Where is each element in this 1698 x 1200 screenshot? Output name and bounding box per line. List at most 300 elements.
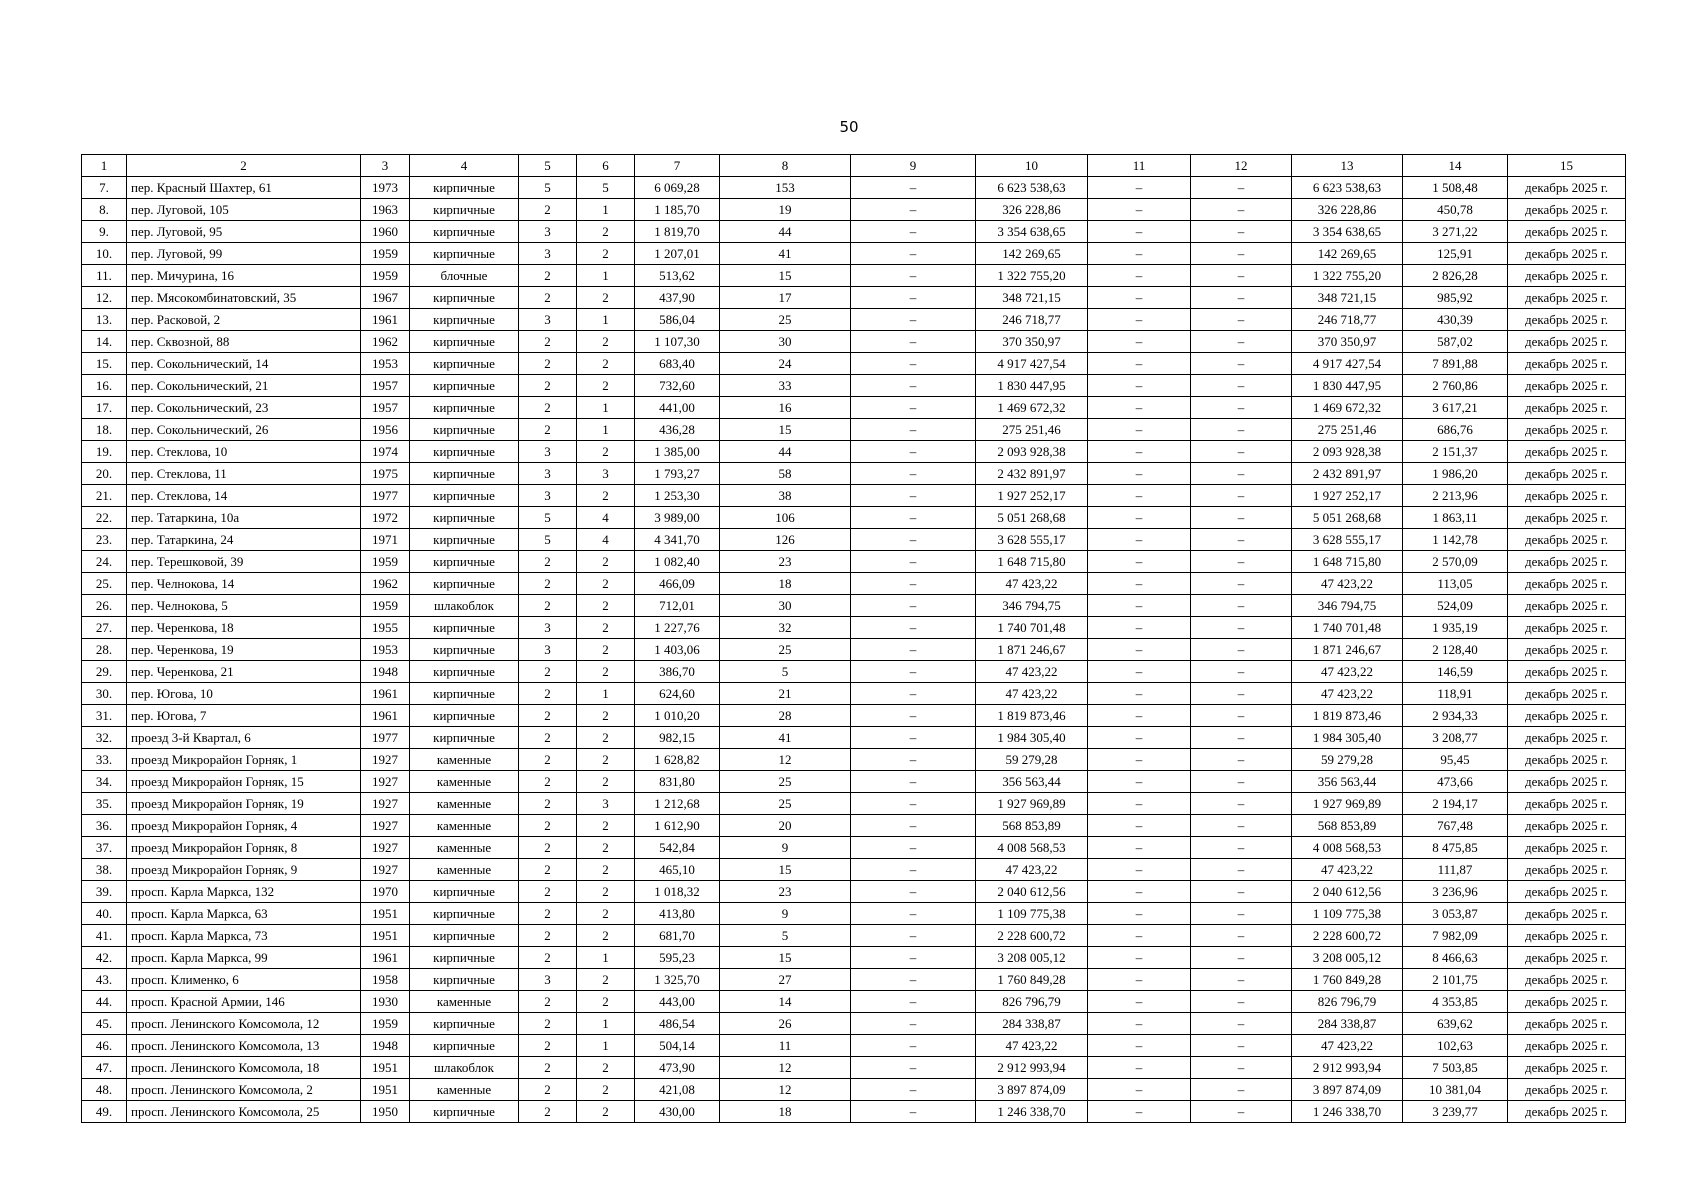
deadline-cell: декабрь 2025 г. xyxy=(1508,441,1626,463)
residents-cell: 12 xyxy=(720,1079,851,1101)
table-row xyxy=(82,441,1626,463)
residents-cell: 20 xyxy=(720,815,851,837)
deadline-cell: декабрь 2025 г. xyxy=(1508,309,1626,331)
col-11-cell: – xyxy=(1088,309,1191,331)
total-area-cell: 437,90 xyxy=(635,287,720,309)
floors-cell: 2 xyxy=(519,1013,577,1035)
deadline-cell: декабрь 2025 г. xyxy=(1508,177,1626,199)
col-12-cell: – xyxy=(1191,815,1292,837)
wall-material-cell: кирпичные xyxy=(410,221,519,243)
year-built-cell: 1957 xyxy=(361,397,410,419)
cost-fund-cell: 284 338,87 xyxy=(1292,1013,1403,1035)
col-12-cell: – xyxy=(1191,837,1292,859)
cost-per-m2-cell: 4 353,85 xyxy=(1403,991,1508,1013)
entrances-cell: 2 xyxy=(577,903,635,925)
floors-cell: 2 xyxy=(519,1101,577,1123)
cost-fund-cell: 826 796,79 xyxy=(1292,991,1403,1013)
total-area-cell: 1 325,70 xyxy=(635,969,720,991)
entrances-cell: 3 xyxy=(577,463,635,485)
floors-cell: 2 xyxy=(519,859,577,881)
cost-per-m2-cell: 3 208,77 xyxy=(1403,727,1508,749)
col-9-cell: – xyxy=(851,507,976,529)
total-area-cell: 465,10 xyxy=(635,859,720,881)
column-header: 4 xyxy=(410,155,519,177)
residents-cell: 17 xyxy=(720,287,851,309)
cost-per-m2-cell: 8 466,63 xyxy=(1403,947,1508,969)
floors-cell: 2 xyxy=(519,1035,577,1057)
col-12-cell: – xyxy=(1191,573,1292,595)
deadline-cell: декабрь 2025 г. xyxy=(1508,397,1626,419)
table-row xyxy=(82,903,1626,925)
address-cell: проезд Микрорайон Горняк, 15 xyxy=(127,771,361,793)
cost-per-m2-cell: 2 826,28 xyxy=(1403,265,1508,287)
table-row xyxy=(82,287,1626,309)
wall-material-cell: каменные xyxy=(410,815,519,837)
cost-total-cell: 1 469 672,32 xyxy=(976,397,1088,419)
wall-material-cell: кирпичные xyxy=(410,573,519,595)
cost-per-m2-cell: 1 508,48 xyxy=(1403,177,1508,199)
col-12-cell: – xyxy=(1191,309,1292,331)
wall-material-cell: кирпичные xyxy=(410,397,519,419)
cost-fund-cell: 1 469 672,32 xyxy=(1292,397,1403,419)
address-cell: пер. Мичурина, 16 xyxy=(127,265,361,287)
floors-cell: 5 xyxy=(519,529,577,551)
col-12-cell: – xyxy=(1191,221,1292,243)
year-built-cell: 1950 xyxy=(361,1101,410,1123)
row-number-cell: 33. xyxy=(82,749,127,771)
residents-cell: 5 xyxy=(720,661,851,683)
col-12-cell: – xyxy=(1191,419,1292,441)
address-cell: проезд Микрорайон Горняк, 1 xyxy=(127,749,361,771)
table-row xyxy=(82,705,1626,727)
col-11-cell: – xyxy=(1088,661,1191,683)
cost-fund-cell: 370 350,97 xyxy=(1292,331,1403,353)
deadline-cell: декабрь 2025 г. xyxy=(1508,969,1626,991)
total-area-cell: 466,09 xyxy=(635,573,720,595)
deadline-cell: декабрь 2025 г. xyxy=(1508,353,1626,375)
wall-material-cell: каменные xyxy=(410,793,519,815)
housing-table xyxy=(81,154,1626,1123)
col-9-cell: – xyxy=(851,881,976,903)
col-12-cell: – xyxy=(1191,265,1292,287)
total-area-cell: 6 069,28 xyxy=(635,177,720,199)
cost-total-cell: 4 008 568,53 xyxy=(976,837,1088,859)
cost-per-m2-cell: 639,62 xyxy=(1403,1013,1508,1035)
cost-per-m2-cell: 113,05 xyxy=(1403,573,1508,595)
col-11-cell: – xyxy=(1088,397,1191,419)
total-area-cell: 430,00 xyxy=(635,1101,720,1123)
year-built-cell: 1975 xyxy=(361,463,410,485)
deadline-cell: декабрь 2025 г. xyxy=(1508,573,1626,595)
row-number-cell: 18. xyxy=(82,419,127,441)
wall-material-cell: кирпичные xyxy=(410,947,519,969)
cost-per-m2-cell: 2 151,37 xyxy=(1403,441,1508,463)
year-built-cell: 1951 xyxy=(361,925,410,947)
deadline-cell: декабрь 2025 г. xyxy=(1508,815,1626,837)
wall-material-cell: кирпичные xyxy=(410,903,519,925)
year-built-cell: 1962 xyxy=(361,573,410,595)
col-11-cell: – xyxy=(1088,441,1191,463)
residents-cell: 28 xyxy=(720,705,851,727)
col-12-cell: – xyxy=(1191,243,1292,265)
col-12-cell: – xyxy=(1191,287,1292,309)
column-header: 3 xyxy=(361,155,410,177)
residents-cell: 14 xyxy=(720,991,851,1013)
address-cell: пер. Черенкова, 19 xyxy=(127,639,361,661)
column-header: 9 xyxy=(851,155,976,177)
year-built-cell: 1948 xyxy=(361,1035,410,1057)
wall-material-cell: каменные xyxy=(410,749,519,771)
cost-total-cell: 59 279,28 xyxy=(976,749,1088,771)
residents-cell: 16 xyxy=(720,397,851,419)
table-row xyxy=(82,749,1626,771)
row-number-cell: 8. xyxy=(82,199,127,221)
residents-cell: 23 xyxy=(720,551,851,573)
cost-total-cell: 47 423,22 xyxy=(976,661,1088,683)
residents-cell: 12 xyxy=(720,749,851,771)
col-11-cell: – xyxy=(1088,287,1191,309)
cost-fund-cell: 1 322 755,20 xyxy=(1292,265,1403,287)
cost-total-cell: 5 051 268,68 xyxy=(976,507,1088,529)
total-area-cell: 982,15 xyxy=(635,727,720,749)
col-11-cell: – xyxy=(1088,837,1191,859)
col-11-cell: – xyxy=(1088,793,1191,815)
wall-material-cell: кирпичные xyxy=(410,925,519,947)
residents-cell: 25 xyxy=(720,771,851,793)
col-11-cell: – xyxy=(1088,221,1191,243)
residents-cell: 9 xyxy=(720,837,851,859)
col-12-cell: – xyxy=(1191,1035,1292,1057)
col-9-cell: – xyxy=(851,991,976,1013)
deadline-cell: декабрь 2025 г. xyxy=(1508,265,1626,287)
table-row xyxy=(82,661,1626,683)
table-row xyxy=(82,353,1626,375)
wall-material-cell: кирпичные xyxy=(410,683,519,705)
residents-cell: 153 xyxy=(720,177,851,199)
col-12-cell: – xyxy=(1191,463,1292,485)
address-cell: проезд Микрорайон Горняк, 9 xyxy=(127,859,361,881)
floors-cell: 2 xyxy=(519,199,577,221)
wall-material-cell: кирпичные xyxy=(410,881,519,903)
cost-total-cell: 2 228 600,72 xyxy=(976,925,1088,947)
wall-material-cell: кирпичные xyxy=(410,617,519,639)
cost-per-m2-cell: 587,02 xyxy=(1403,331,1508,353)
deadline-cell: декабрь 2025 г. xyxy=(1508,793,1626,815)
table-row xyxy=(82,221,1626,243)
table-row xyxy=(82,529,1626,551)
col-9-cell: – xyxy=(851,573,976,595)
cost-total-cell: 1 984 305,40 xyxy=(976,727,1088,749)
year-built-cell: 1957 xyxy=(361,375,410,397)
entrances-cell: 2 xyxy=(577,595,635,617)
column-header: 5 xyxy=(519,155,577,177)
cost-fund-cell: 275 251,46 xyxy=(1292,419,1403,441)
cost-per-m2-cell: 430,39 xyxy=(1403,309,1508,331)
table-row xyxy=(82,243,1626,265)
residents-cell: 24 xyxy=(720,353,851,375)
total-area-cell: 1 612,90 xyxy=(635,815,720,837)
wall-material-cell: кирпичные xyxy=(410,287,519,309)
col-12-cell: – xyxy=(1191,177,1292,199)
entrances-cell: 2 xyxy=(577,969,635,991)
deadline-cell: декабрь 2025 г. xyxy=(1508,837,1626,859)
residents-cell: 41 xyxy=(720,727,851,749)
floors-cell: 2 xyxy=(519,991,577,1013)
row-number-cell: 23. xyxy=(82,529,127,551)
address-cell: пер. Стеклова, 11 xyxy=(127,463,361,485)
col-11-cell: – xyxy=(1088,1079,1191,1101)
entrances-cell: 4 xyxy=(577,507,635,529)
entrances-cell: 1 xyxy=(577,199,635,221)
entrances-cell: 1 xyxy=(577,1013,635,1035)
cost-total-cell: 1 927 969,89 xyxy=(976,793,1088,815)
row-number-cell: 38. xyxy=(82,859,127,881)
entrances-cell: 2 xyxy=(577,639,635,661)
cost-per-m2-cell: 125,91 xyxy=(1403,243,1508,265)
wall-material-cell: кирпичные xyxy=(410,639,519,661)
col-11-cell: – xyxy=(1088,353,1191,375)
residents-cell: 44 xyxy=(720,221,851,243)
floors-cell: 3 xyxy=(519,639,577,661)
entrances-cell: 1 xyxy=(577,419,635,441)
col-12-cell: – xyxy=(1191,1013,1292,1035)
year-built-cell: 1953 xyxy=(361,639,410,661)
col-12-cell: – xyxy=(1191,639,1292,661)
year-built-cell: 1961 xyxy=(361,705,410,727)
row-number-cell: 47. xyxy=(82,1057,127,1079)
cost-fund-cell: 326 228,86 xyxy=(1292,199,1403,221)
row-number-cell: 14. xyxy=(82,331,127,353)
cost-per-m2-cell: 450,78 xyxy=(1403,199,1508,221)
table-row xyxy=(82,859,1626,881)
wall-material-cell: кирпичные xyxy=(410,243,519,265)
address-cell: пер. Челнокова, 14 xyxy=(127,573,361,595)
col-12-cell: – xyxy=(1191,1057,1292,1079)
cost-fund-cell: 3 208 005,12 xyxy=(1292,947,1403,969)
year-built-cell: 1953 xyxy=(361,353,410,375)
wall-material-cell: шлакоблок xyxy=(410,595,519,617)
year-built-cell: 1951 xyxy=(361,1079,410,1101)
cost-total-cell: 1 760 849,28 xyxy=(976,969,1088,991)
total-area-cell: 1 207,01 xyxy=(635,243,720,265)
row-number-cell: 10. xyxy=(82,243,127,265)
year-built-cell: 1956 xyxy=(361,419,410,441)
col-11-cell: – xyxy=(1088,1101,1191,1123)
year-built-cell: 1972 xyxy=(361,507,410,529)
col-11-cell: – xyxy=(1088,1057,1191,1079)
residents-cell: 33 xyxy=(720,375,851,397)
deadline-cell: декабрь 2025 г. xyxy=(1508,903,1626,925)
deadline-cell: декабрь 2025 г. xyxy=(1508,419,1626,441)
cost-per-m2-cell: 102,63 xyxy=(1403,1035,1508,1057)
floors-cell: 2 xyxy=(519,793,577,815)
deadline-cell: декабрь 2025 г. xyxy=(1508,199,1626,221)
floors-cell: 2 xyxy=(519,397,577,419)
row-number-cell: 29. xyxy=(82,661,127,683)
total-area-cell: 831,80 xyxy=(635,771,720,793)
year-built-cell: 1970 xyxy=(361,881,410,903)
entrances-cell: 1 xyxy=(577,683,635,705)
table-row xyxy=(82,309,1626,331)
row-number-cell: 32. xyxy=(82,727,127,749)
cost-total-cell: 568 853,89 xyxy=(976,815,1088,837)
col-12-cell: – xyxy=(1191,529,1292,551)
col-9-cell: – xyxy=(851,837,976,859)
total-area-cell: 443,00 xyxy=(635,991,720,1013)
cost-total-cell: 2 432 891,97 xyxy=(976,463,1088,485)
deadline-cell: декабрь 2025 г. xyxy=(1508,331,1626,353)
address-cell: пер. Сокольнический, 14 xyxy=(127,353,361,375)
total-area-cell: 1 185,70 xyxy=(635,199,720,221)
entrances-cell: 2 xyxy=(577,485,635,507)
col-11-cell: – xyxy=(1088,881,1191,903)
residents-cell: 30 xyxy=(720,595,851,617)
floors-cell: 3 xyxy=(519,463,577,485)
year-built-cell: 1959 xyxy=(361,243,410,265)
floors-cell: 5 xyxy=(519,507,577,529)
residents-cell: 12 xyxy=(720,1057,851,1079)
cost-per-m2-cell: 7 891,88 xyxy=(1403,353,1508,375)
year-built-cell: 1961 xyxy=(361,947,410,969)
col-12-cell: – xyxy=(1191,595,1292,617)
col-12-cell: – xyxy=(1191,507,1292,529)
col-12-cell: – xyxy=(1191,969,1292,991)
entrances-cell: 2 xyxy=(577,1101,635,1123)
cost-total-cell: 47 423,22 xyxy=(976,573,1088,595)
wall-material-cell: каменные xyxy=(410,859,519,881)
cost-total-cell: 1 927 252,17 xyxy=(976,485,1088,507)
deadline-cell: декабрь 2025 г. xyxy=(1508,991,1626,1013)
entrances-cell: 2 xyxy=(577,771,635,793)
table-row xyxy=(82,265,1626,287)
residents-cell: 27 xyxy=(720,969,851,991)
row-number-cell: 43. xyxy=(82,969,127,991)
col-9-cell: – xyxy=(851,705,976,727)
floors-cell: 3 xyxy=(519,485,577,507)
column-header: 15 xyxy=(1508,155,1626,177)
wall-material-cell: кирпичные xyxy=(410,1035,519,1057)
address-cell: пер. Челнокова, 5 xyxy=(127,595,361,617)
row-number-cell: 7. xyxy=(82,177,127,199)
total-area-cell: 4 341,70 xyxy=(635,529,720,551)
entrances-cell: 5 xyxy=(577,177,635,199)
cost-fund-cell: 47 423,22 xyxy=(1292,1035,1403,1057)
table-row xyxy=(82,551,1626,573)
table-row xyxy=(82,331,1626,353)
entrances-cell: 2 xyxy=(577,859,635,881)
cost-fund-cell: 2 912 993,94 xyxy=(1292,1057,1403,1079)
col-12-cell: – xyxy=(1191,683,1292,705)
row-number-cell: 21. xyxy=(82,485,127,507)
deadline-cell: декабрь 2025 г. xyxy=(1508,683,1626,705)
row-number-cell: 27. xyxy=(82,617,127,639)
entrances-cell: 2 xyxy=(577,375,635,397)
entrances-cell: 2 xyxy=(577,991,635,1013)
col-11-cell: – xyxy=(1088,925,1191,947)
row-number-cell: 44. xyxy=(82,991,127,1013)
wall-material-cell: шлакоблок xyxy=(410,1057,519,1079)
residents-cell: 32 xyxy=(720,617,851,639)
row-number-cell: 24. xyxy=(82,551,127,573)
col-11-cell: – xyxy=(1088,419,1191,441)
residents-cell: 38 xyxy=(720,485,851,507)
table-row xyxy=(82,375,1626,397)
row-number-cell: 20. xyxy=(82,463,127,485)
row-number-cell: 46. xyxy=(82,1035,127,1057)
cost-total-cell: 346 794,75 xyxy=(976,595,1088,617)
row-number-cell: 26. xyxy=(82,595,127,617)
entrances-cell: 2 xyxy=(577,815,635,837)
floors-cell: 2 xyxy=(519,837,577,859)
col-11-cell: – xyxy=(1088,1035,1191,1057)
row-number-cell: 9. xyxy=(82,221,127,243)
entrances-cell: 1 xyxy=(577,309,635,331)
entrances-cell: 2 xyxy=(577,287,635,309)
year-built-cell: 1927 xyxy=(361,771,410,793)
cost-total-cell: 1 109 775,38 xyxy=(976,903,1088,925)
row-number-cell: 11. xyxy=(82,265,127,287)
wall-material-cell: кирпичные xyxy=(410,969,519,991)
col-11-cell: – xyxy=(1088,507,1191,529)
year-built-cell: 1948 xyxy=(361,661,410,683)
wall-material-cell: каменные xyxy=(410,1079,519,1101)
deadline-cell: декабрь 2025 г. xyxy=(1508,551,1626,573)
floors-cell: 2 xyxy=(519,353,577,375)
deadline-cell: декабрь 2025 г. xyxy=(1508,221,1626,243)
deadline-cell: декабрь 2025 г. xyxy=(1508,859,1626,881)
residents-cell: 9 xyxy=(720,903,851,925)
cost-total-cell: 1 871 246,67 xyxy=(976,639,1088,661)
address-cell: просп. Карла Маркса, 132 xyxy=(127,881,361,903)
total-area-cell: 683,40 xyxy=(635,353,720,375)
residents-cell: 19 xyxy=(720,199,851,221)
table-row xyxy=(82,925,1626,947)
col-9-cell: – xyxy=(851,661,976,683)
total-area-cell: 1 253,30 xyxy=(635,485,720,507)
wall-material-cell: кирпичные xyxy=(410,177,519,199)
address-cell: пер. Черенкова, 18 xyxy=(127,617,361,639)
col-12-cell: – xyxy=(1191,661,1292,683)
cost-per-m2-cell: 767,48 xyxy=(1403,815,1508,837)
entrances-cell: 2 xyxy=(577,837,635,859)
residents-cell: 15 xyxy=(720,419,851,441)
cost-per-m2-cell: 2 570,09 xyxy=(1403,551,1508,573)
row-number-cell: 28. xyxy=(82,639,127,661)
year-built-cell: 1927 xyxy=(361,793,410,815)
col-11-cell: – xyxy=(1088,639,1191,661)
address-cell: пер. Сокольнический, 26 xyxy=(127,419,361,441)
entrances-cell: 2 xyxy=(577,705,635,727)
residents-cell: 41 xyxy=(720,243,851,265)
entrances-cell: 2 xyxy=(577,727,635,749)
cost-per-m2-cell: 2 213,96 xyxy=(1403,485,1508,507)
residents-cell: 25 xyxy=(720,793,851,815)
cost-total-cell: 356 563,44 xyxy=(976,771,1088,793)
table-row xyxy=(82,991,1626,1013)
address-cell: пер. Татаркина, 10а xyxy=(127,507,361,529)
cost-fund-cell: 47 423,22 xyxy=(1292,573,1403,595)
entrances-cell: 4 xyxy=(577,529,635,551)
cost-total-cell: 3 628 555,17 xyxy=(976,529,1088,551)
residents-cell: 15 xyxy=(720,265,851,287)
row-number-cell: 31. xyxy=(82,705,127,727)
col-11-cell: – xyxy=(1088,771,1191,793)
total-area-cell: 504,14 xyxy=(635,1035,720,1057)
row-number-cell: 35. xyxy=(82,793,127,815)
address-cell: проезд Микрорайон Горняк, 8 xyxy=(127,837,361,859)
total-area-cell: 473,90 xyxy=(635,1057,720,1079)
col-12-cell: – xyxy=(1191,617,1292,639)
